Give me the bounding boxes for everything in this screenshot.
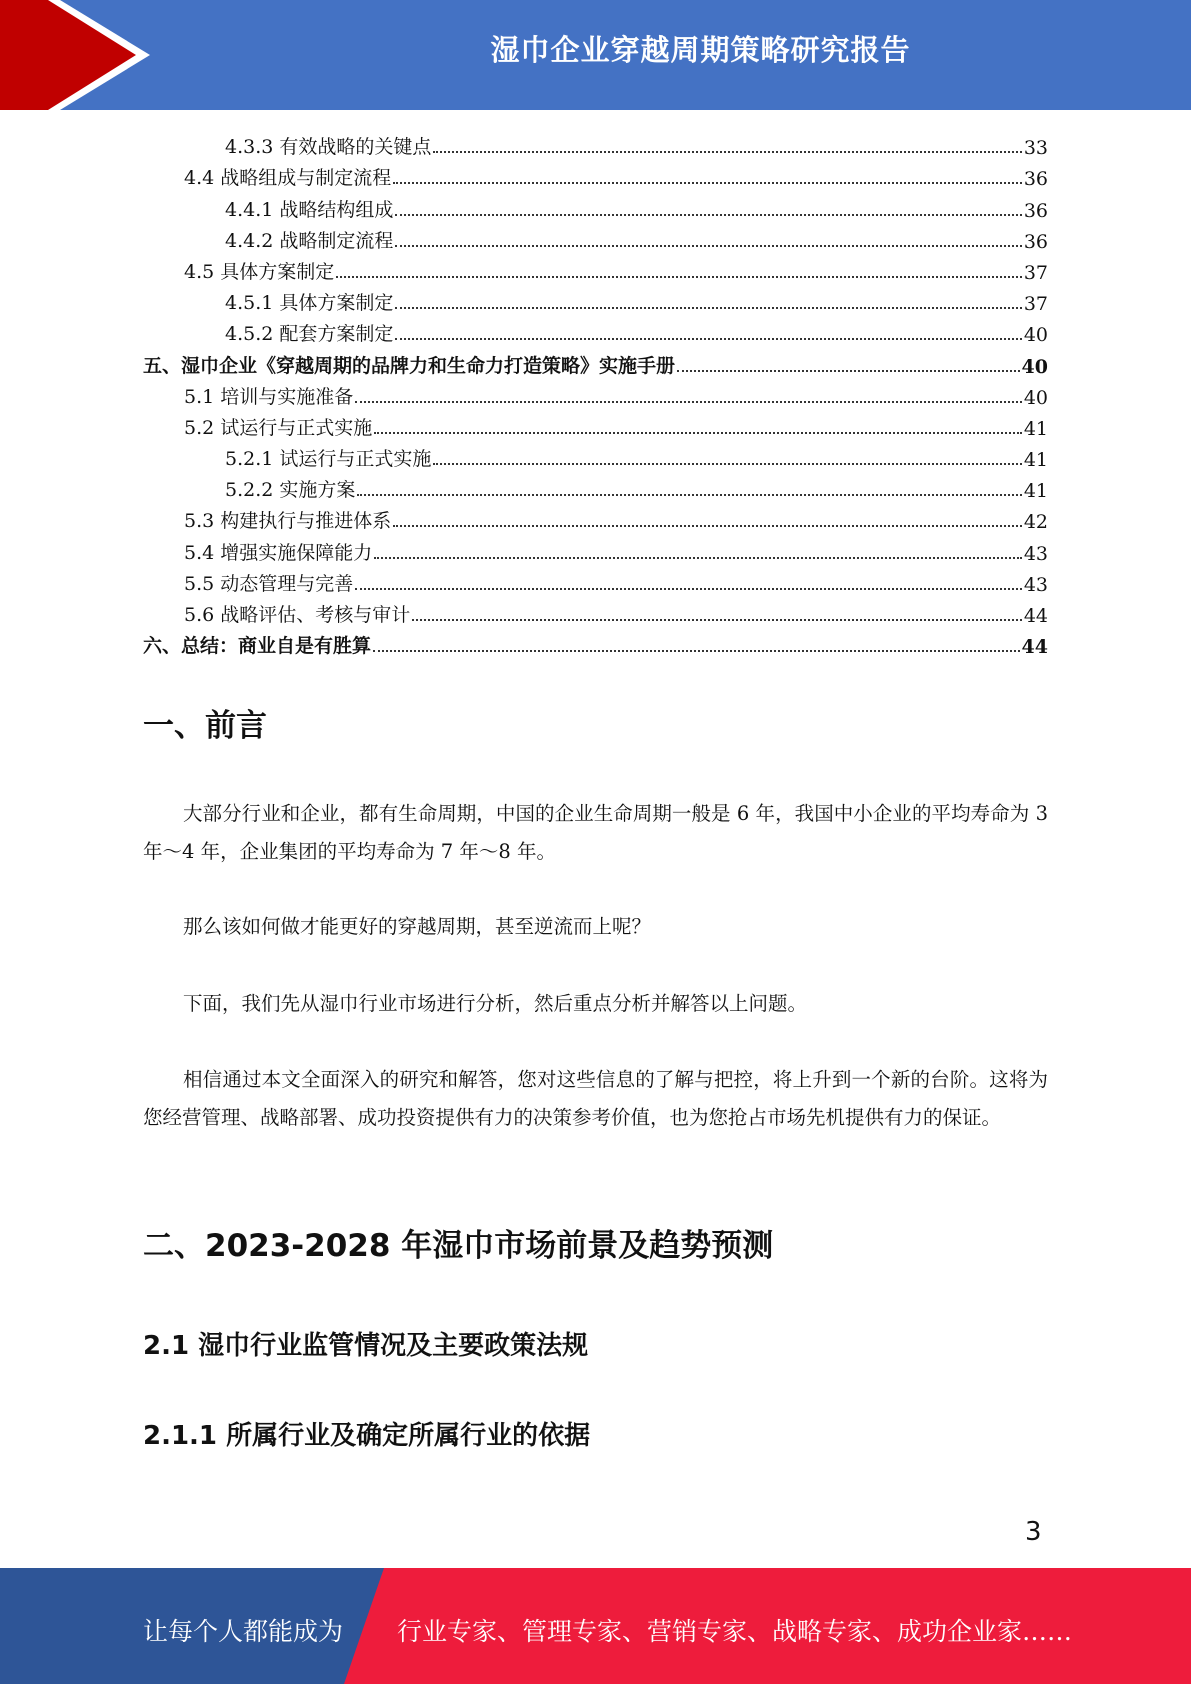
toc-entry[interactable] bbox=[143, 409, 1048, 440]
toc-entry[interactable] bbox=[143, 440, 1048, 471]
toc-entry-title: 5.5 动态管理与完善 bbox=[184, 572, 354, 595]
toc-entry-page: 44 bbox=[1023, 605, 1048, 627]
toc-entry[interactable] bbox=[143, 502, 1048, 533]
toc-entry-title: 5.3 构建执行与推进体系 bbox=[184, 510, 392, 533]
toc-entry-page: 37 bbox=[1023, 293, 1048, 316]
toc-entry[interactable] bbox=[143, 533, 1048, 564]
toc-entry[interactable] bbox=[143, 627, 1048, 658]
toc-entry-title: 5.2.2 实施方案 bbox=[225, 479, 356, 502]
toc-leader-dots bbox=[393, 524, 1022, 527]
toc-entry[interactable] bbox=[143, 565, 1048, 596]
toc-entry[interactable] bbox=[143, 253, 1048, 284]
table-of-contents bbox=[143, 128, 1048, 658]
toc-leader-dots bbox=[336, 275, 1022, 278]
footer-slogan-right: 行业专家、管理专家、营销专家、战略专家、成功企业家…… bbox=[397, 1617, 1073, 1646]
toc-entry-title: 4.4.2 战略制定流程 bbox=[225, 229, 394, 252]
toc-entry-page: 36 bbox=[1023, 230, 1048, 253]
toc-entry-title: 4.4.1 战略结构组成 bbox=[225, 198, 394, 221]
page-number: 3 bbox=[1025, 1517, 1042, 1547]
toc-entry-page: 36 bbox=[1023, 168, 1048, 191]
toc-entry-page: 33 bbox=[1023, 137, 1048, 160]
toc-entry[interactable] bbox=[143, 346, 1048, 377]
toc-leader-dots bbox=[355, 400, 1022, 403]
toc-entry-page: 40 bbox=[1021, 355, 1048, 378]
toc-entry-page: 40 bbox=[1023, 386, 1048, 409]
toc-entry-page: 43 bbox=[1023, 573, 1048, 596]
toc-entry-page: 37 bbox=[1023, 261, 1048, 284]
toc-entry-page: 41 bbox=[1023, 417, 1048, 440]
toc-entry-page: 36 bbox=[1023, 199, 1048, 222]
body-paragraph: 大部分行业和企业，都有生命周期，中国的企业生命周期一般是 6 年，我国中小企业的平均寿命为 3 年～4 年，企业集团的平均寿命为 7 年～8 年。 bbox=[143, 802, 1048, 863]
toc-leader-dots bbox=[395, 337, 1021, 340]
toc-leader-dots bbox=[395, 244, 1021, 247]
toc-entry-page: 42 bbox=[1023, 511, 1048, 534]
toc-entry[interactable] bbox=[143, 159, 1048, 190]
toc-entry-title: 4.5.2 配套方案制定 bbox=[225, 323, 394, 346]
page-header bbox=[0, 0, 1191, 110]
toc-entry-title: 5.4 增强实施保障能力 bbox=[184, 541, 373, 564]
toc-entry-page: 41 bbox=[1023, 480, 1048, 503]
toc-entry-title: 4.4 战略组成与制定流程 bbox=[184, 167, 392, 190]
toc-leader-dots bbox=[374, 431, 1022, 434]
toc-entry[interactable] bbox=[143, 471, 1048, 502]
toc-leader-dots bbox=[357, 493, 1021, 496]
toc-leader-dots bbox=[433, 150, 1021, 153]
toc-entry[interactable] bbox=[143, 596, 1048, 627]
toc-leader-dots bbox=[412, 618, 1022, 621]
toc-entry-title: 六、总结：商业自是有胜算 bbox=[143, 635, 372, 658]
toc-entry-page: 43 bbox=[1023, 542, 1048, 565]
subsection-heading: 2.1 湿巾行业监管情况及主要政策法规 bbox=[143, 1331, 589, 1361]
toc-entry-title: 5.6 战略评估、考核与审计 bbox=[184, 604, 411, 626]
toc-leader-dots bbox=[374, 556, 1022, 559]
toc-leader-dots bbox=[677, 369, 1020, 372]
toc-entry-title: 五、湿巾企业《穿越周期的品牌力和生命力打造策略》实施手册 bbox=[143, 354, 676, 377]
toc-entry-page: 40 bbox=[1023, 324, 1048, 347]
toc-entry-title: 5.1 培训与实施准备 bbox=[184, 385, 354, 408]
toc-leader-dots bbox=[393, 181, 1022, 184]
toc-entry[interactable] bbox=[143, 190, 1048, 221]
body-paragraph: 下面，我们先从湿巾行业市场进行分析，然后重点分析并解答以上问题。 bbox=[183, 992, 808, 1015]
toc-leader-dots bbox=[433, 462, 1021, 465]
body-paragraph: 那么该如何做才能更好的穿越周期，甚至逆流而上呢？ bbox=[183, 915, 652, 938]
toc-entry-page: 44 bbox=[1021, 636, 1048, 659]
toc-entry-title: 4.5.1 具体方案制定 bbox=[225, 292, 394, 315]
header-arrow-decoration bbox=[0, 0, 160, 110]
toc-entry[interactable] bbox=[143, 284, 1048, 315]
toc-entry[interactable] bbox=[143, 222, 1048, 253]
toc-entry[interactable] bbox=[143, 315, 1048, 346]
toc-entry[interactable] bbox=[143, 128, 1048, 159]
toc-entry-title: 5.2.1 试运行与正式实施 bbox=[225, 448, 432, 471]
footer-slogan-left: 让每个人都能成为 bbox=[143, 1617, 344, 1646]
toc-entry-title: 5.2 试运行与正式实施 bbox=[184, 416, 373, 439]
toc-entry-title: 4.3.3 有效战略的关键点 bbox=[225, 136, 432, 159]
toc-leader-dots bbox=[395, 306, 1021, 309]
toc-leader-dots bbox=[373, 649, 1020, 652]
report-title: 湿巾企业穿越周期策略研究报告 bbox=[490, 33, 911, 67]
toc-entry[interactable] bbox=[143, 378, 1048, 409]
section-heading-market-forecast: 二、2023-2028 年湿巾市场前景及趋势预测 bbox=[143, 1228, 774, 1264]
toc-entry-title: 4.5 具体方案制定 bbox=[184, 260, 335, 283]
subsubsection-heading: 2.1.1 所属行业及确定所属行业的依据 bbox=[143, 1421, 591, 1451]
body-paragraph: 相信通过本文全面深入的研究和解答，您对这些信息的了解与把控，将上升到一个新的台阶。这将为您经营管理、战略部署、成功投资提供有力的决策参考价值，也为您抢占市场先机提供有力的保证。 bbox=[143, 1068, 1048, 1129]
section-heading-preface: 一、前言 bbox=[143, 708, 267, 744]
page-footer bbox=[0, 1568, 1191, 1684]
toc-leader-dots bbox=[395, 213, 1021, 216]
toc-entry-page: 41 bbox=[1023, 449, 1048, 472]
toc-leader-dots bbox=[355, 587, 1022, 590]
